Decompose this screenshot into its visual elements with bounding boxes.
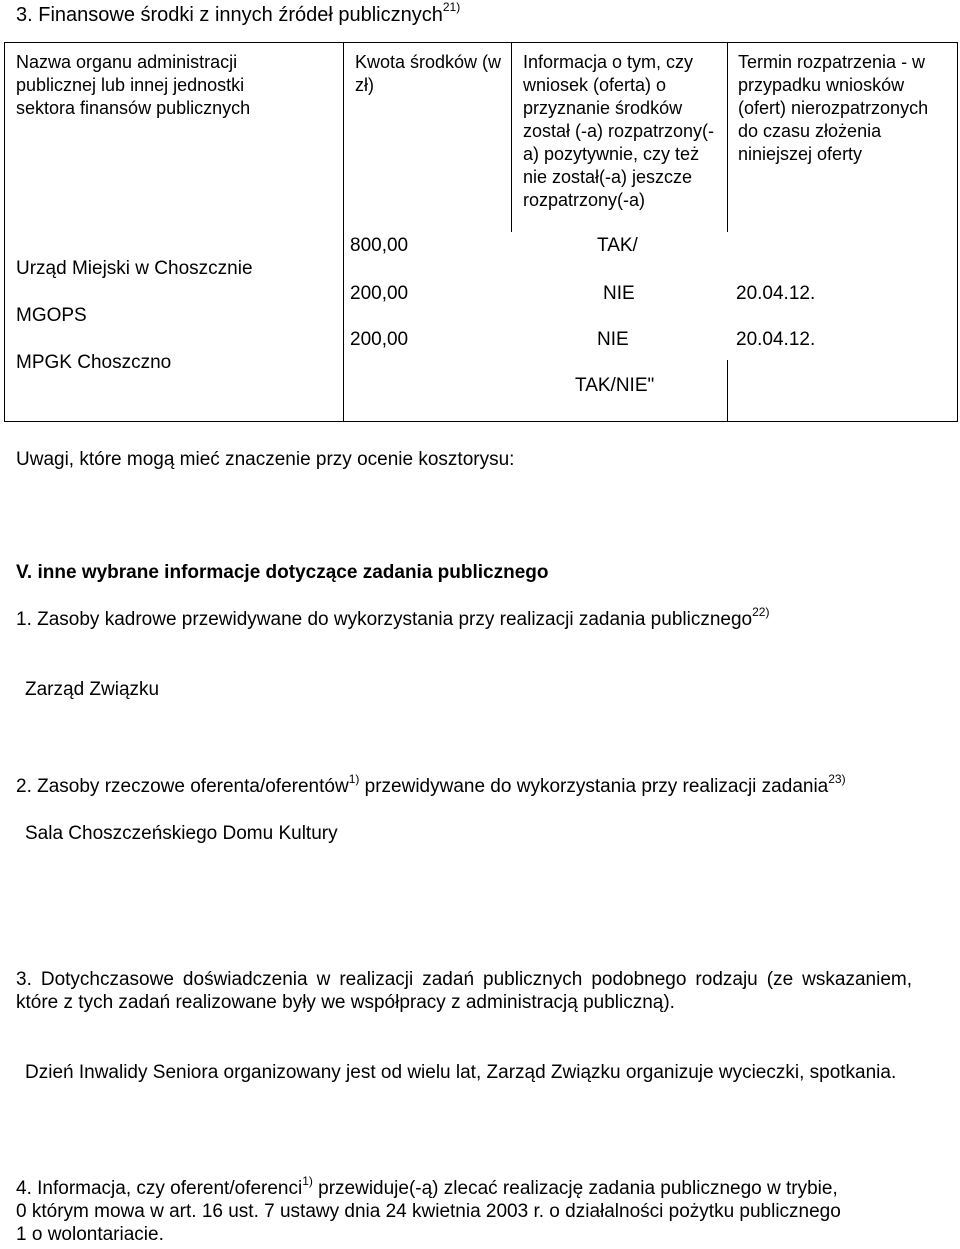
header-review-date: Termin rozpatrzenia - w przypadku wniosków (ofert) nierozpatrzonych do czasu złożenia niniejszej oferty — [738, 52, 929, 164]
item-4-text: przewiduje(-ą) zlecać realizację zadania publicznego w trybie, — [312, 1178, 838, 1199]
item-4-text: 4. Informacja, czy oferent/oferenci — [16, 1178, 303, 1199]
item-4-line-2: 0 którym mowa w art. 16 ust. 7 ustawy dnia 24 kwietnia 2003 r. o działalności pożytku publicznego — [16, 1201, 841, 1222]
table-row-status: NIE — [603, 283, 635, 304]
section-3-title-text: 3. Finansowe środki z innych źródeł publicznych — [16, 4, 443, 26]
item-1-answer: Zarząd Związku — [25, 679, 160, 700]
table-col-divider-4 — [727, 360, 728, 422]
table-row-status: TAK/ — [597, 235, 638, 256]
table-row-date: 20.04.12. — [736, 329, 816, 350]
table-col-divider-3 — [727, 42, 728, 232]
table-row-amount: 200,00 — [350, 283, 409, 304]
footnote-ref: 21) — [442, 0, 461, 15]
item-1-label — [16, 604, 770, 631]
item-2-label — [16, 771, 846, 798]
table-row-organ: Urząd Miejski w Choszcznie — [16, 258, 253, 279]
section-v-title: V. inne wybrane informacje dotyczące zadania publicznego — [16, 562, 549, 583]
remarks-label: Uwagi, które mogą mieć znaczenie przy ocenie kosztorysu: — [16, 449, 515, 470]
item-4-line-3: 1 o wolontariacie. — [16, 1224, 164, 1245]
table-row-amount: 200,00 — [350, 329, 409, 350]
footnote-ref: 1) — [348, 771, 360, 786]
table-col-divider-2 — [511, 42, 512, 232]
table-row-organ: MGOPS — [16, 305, 87, 326]
table-row-date: 20.04.12. — [736, 283, 816, 304]
header-amount: Kwota środków (w zł) — [355, 52, 502, 95]
header-status-info: Informacja o tym, czy wniosek (oferta) o przyznanie środków został (-a) rozpatrzony(-a) pozytywnie, czy też nie został(-a) jeszcze rozpatrzony(-a) — [523, 52, 715, 210]
status-options: TAK/NIE" — [575, 375, 655, 396]
item-3-answer: Dzień Inwalidy Seniora organizowany jest od wielu lat, Zarząd Związku organizuje wycieczki, spotkania. — [25, 1062, 897, 1083]
item-3-label: 3. Dotychczasowe doświadczenia w realizacji zadań publicznych podobnego rodzaju (ze wskazaniem, które z tych zadań realizowane były we współpracy z administracją publiczną). — [16, 969, 912, 1013]
item-2-label-text: przewidywane do wykorzystania przy realizacji zadania — [359, 776, 829, 797]
item-2-answer: Sala Choszczeńskiego Domu Kultury — [25, 823, 338, 844]
footnote-ref: 1) — [302, 1173, 313, 1188]
footnote-ref: 23) — [828, 771, 846, 786]
item-1-label-text: 1. Zasoby kadrowe przewidywane do wykorzystania przy realizacji zadania publicznego — [16, 609, 753, 630]
table-row-status: NIE — [597, 329, 629, 350]
item-2-label-text: 2. Zasoby rzeczowe oferenta/oferentów — [16, 776, 349, 797]
footnote-ref: 22) — [752, 604, 770, 619]
section-3-title — [16, 0, 461, 27]
table-row-organ: MPGK Choszczno — [16, 352, 172, 373]
table-col-divider-1 — [343, 42, 344, 422]
header-organ-name: Nazwa organu administracji publicznej lub innej jednostki sektora finansów publicznych — [16, 52, 251, 118]
table-row-amount: 800,00 — [350, 235, 409, 256]
item-4-line-1 — [16, 1173, 838, 1200]
